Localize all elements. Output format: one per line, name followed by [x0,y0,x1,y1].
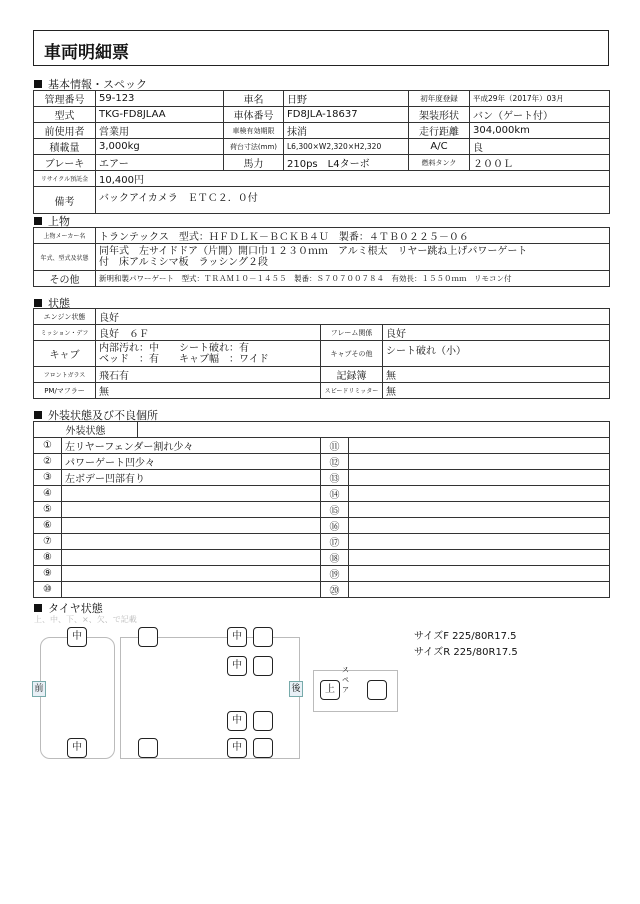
tire-size-front: サイズF 225/80R17.5 [414,631,517,642]
cell-label: ミッション・デフ [34,325,96,341]
front-glass: 飛石有 [96,367,321,383]
table-row [34,502,610,518]
engine-condition: 良好 [96,309,610,325]
table-row [34,309,610,325]
page-title: 車両明細票 [44,43,129,63]
table-row [34,486,610,502]
pm-muffler: 無 [96,383,321,399]
exterior-item [349,438,610,454]
table-row [34,566,610,582]
tire-rear-1-right: 中 [227,711,247,731]
body-table [33,227,610,287]
exterior-num: ⑯ [321,518,349,534]
table-row [34,228,610,244]
tire-hint: 上、中、下、×、欠、で記載 [34,615,137,624]
body-type: バン（ゲート付） [470,107,610,123]
exterior-num: ⑥ [34,518,62,534]
tire-front-left: 中 [67,627,87,647]
exterior-num: ② [34,454,62,470]
exterior-item [62,582,321,598]
tire-front-right: 中 [67,738,87,758]
mileage: 304,000km [470,123,610,139]
inspection-expiry: 抹消 [284,123,409,139]
table-row [34,367,610,383]
cell-label: キャブその他 [321,341,383,367]
table-row [34,244,610,271]
exterior-num: ⑪ [321,438,349,454]
cell-label: 走行距離 [409,123,470,139]
exterior-num: ⑲ [321,566,349,582]
speed-limiter: 無 [383,383,610,399]
cell-label: 車体番号 [224,107,284,123]
table-row [34,454,610,470]
body-maker: トランテックス 型式：ＨＦＤＬＫ－ＢＣＫＢ４Ｕ 製番：４ＴＢ０２２５－０６ [96,228,610,244]
first-registration: 平成29年（2017年）03月 [470,91,610,107]
exterior-item [62,502,321,518]
tire-spare-1: 上 [320,680,340,700]
cell-label: PM/マフラー [34,383,96,399]
remarks: バックアイカメラ ＥＴＣ２．０付 [96,187,610,214]
exterior-item: パワーゲート凹少々 [62,454,321,470]
exterior-item [62,486,321,502]
table-row [34,139,610,155]
exterior-item: 左リヤーフェンダー割れ少々 [62,438,321,454]
section-square-icon [34,299,42,307]
tire-rear-left-outer [138,627,158,647]
cell-label: リサイクル預託金 [34,171,96,187]
cell-label: 初年度登録 [409,91,470,107]
section-exterior-heading: 外装状態及び不良個所 [34,407,158,423]
table-row [34,271,610,287]
front-label: 前 [32,681,46,697]
table-row [34,171,610,187]
frame-condition: 良好 [383,325,610,341]
section-condition-heading: 状態 [34,295,70,311]
exterior-header: 外装状態 [34,422,138,438]
tire-rear-1-left-outer [253,627,273,647]
cell-label: 記録簿 [321,367,383,383]
cell-label: 燃料タンク [409,155,470,171]
record-book: 無 [383,367,610,383]
table-row [34,422,610,438]
load-capacity: 3,000kg [96,139,224,155]
cell-label: 車検有効期限 [224,123,284,139]
cell-label: エンジン状態 [34,309,96,325]
cell-label: 荷台寸法(mm) [224,139,284,155]
model-code: TKG-FD8JLAA [96,107,224,123]
tire-rear-2-right-outer [253,738,273,758]
cell-label: 架装形状 [409,107,470,123]
table-row [34,518,610,534]
section-square-icon [34,217,42,225]
spare-label: スペア [342,666,349,694]
cell-label: 前使用者 [34,123,96,139]
exterior-item [349,518,610,534]
body-spec [96,244,610,271]
exterior-item [349,502,610,518]
exterior-item [349,486,610,502]
recycle-fee: 10,400円 [96,171,610,187]
exterior-num: ⑱ [321,550,349,566]
chassis-number: FD8JLA-18637 [284,107,409,123]
exterior-num: ⑤ [34,502,62,518]
tire-rear-2-right: 中 [227,738,247,758]
cell-label: 馬力 [224,155,284,171]
table-row [34,550,610,566]
rear-label: 後 [289,681,303,697]
section-tire-heading: タイヤ状態 [34,600,103,616]
title-box [33,30,609,66]
tire-rear-1-left: 中 [227,627,247,647]
exterior-num: ⑧ [34,550,62,566]
exterior-num: ⑦ [34,534,62,550]
body-spec-line: 付 床アルミシマ板 ラッシング２段 [99,257,268,268]
cell-label: スピードリミッター [321,383,383,399]
tire-rear-2-left-outer [253,656,273,676]
table-row [34,325,610,341]
section-body-heading: 上物 [34,213,70,229]
exterior-num: ⑳ [321,582,349,598]
cell-label: 上物メーカー名 [34,228,96,244]
exterior-num: ④ [34,486,62,502]
table-row [34,341,610,367]
section-square-icon [34,604,42,612]
management-number: 59-123 [96,91,224,107]
exterior-num: ⑰ [321,534,349,550]
cell-label: フロントガラス [34,367,96,383]
table-row [34,91,610,107]
exterior-item [62,518,321,534]
table-row [34,155,610,171]
cargo-dimensions: L6,300×W2,320×H2,320 [284,139,409,155]
tire-rear-right-outer [138,738,158,758]
table-row [34,123,610,139]
exterior-item [62,534,321,550]
cell-label: 型式 [34,107,96,123]
exterior-num: ⑬ [321,470,349,486]
tire-size-rear: サイズR 225/80R17.5 [414,647,518,658]
cell-label: A/C [409,139,470,155]
cab-condition [96,341,321,367]
table-row [34,470,610,486]
exterior-num: ⑫ [321,454,349,470]
body-other: 新明和製パワーゲート 型式：ＴＲＡＭ１０－１４５５ 製番：Ｓ７０７００７８４ 有効長：１５５０ｍｍ リモコン付 [96,271,610,287]
exterior-num: ⑮ [321,502,349,518]
exterior-num: ① [34,438,62,454]
exterior-item [349,550,610,566]
mission-condition: 良好 ６Ｆ [96,325,321,341]
table-row [34,187,610,214]
section-square-icon [34,411,42,419]
cell-label: 年式、型式及状態 [34,244,96,271]
cell-label: 積載量 [34,139,96,155]
cell-label: 管理番号 [34,91,96,107]
exterior-item [349,470,610,486]
table-row [34,438,610,454]
exterior-table [33,421,610,598]
condition-table [33,308,610,399]
vehicle-name: 日野 [284,91,409,107]
brake: エアー [96,155,224,171]
exterior-num: ⑭ [321,486,349,502]
fuel-tank: ２００Ｌ [470,155,610,171]
exterior-num: ⑩ [34,582,62,598]
cell-label: フレーム関係 [321,325,383,341]
exterior-item [349,582,610,598]
table-row [34,582,610,598]
exterior-item [62,566,321,582]
cell-label: 車名 [224,91,284,107]
body-spec-line: 同年式 左サイドドア（片開）開口巾１２３０ｍｍ アルミ根太 リヤー跳ね上げパワーゲート [99,246,528,257]
exterior-item [349,454,610,470]
previous-user: 営業用 [96,123,224,139]
table-row [34,534,610,550]
tire-rear-1-right-outer [253,711,273,731]
exterior-item: 左ボデー凹部有り [62,470,321,486]
table-row [34,383,610,399]
tire-rear-2-left: 中 [227,656,247,676]
basic-spec-table [33,90,610,214]
cab-line: ベッド ：有 キャブ幅 ：ワイド [99,353,269,365]
exterior-item [62,550,321,566]
section-square-icon [34,80,42,88]
cell-label: その他 [34,271,96,287]
table-row [34,107,610,123]
exterior-item [349,566,610,582]
air-conditioner: 良 [470,139,610,155]
cab-line: 内部汚れ：中 シート破れ：有 [99,342,249,354]
tire-spare-2 [367,680,387,700]
cell-label: キャブ [34,341,96,367]
cell-label: 備考 [34,187,96,214]
exterior-num: ③ [34,470,62,486]
section-basic-heading: 基本情報・スペック [34,76,147,92]
exterior-item [349,534,610,550]
cell-label: ブレーキ [34,155,96,171]
cab-other: シート破れ（小） [383,341,610,367]
exterior-num: ⑨ [34,566,62,582]
horsepower: 210ps L4ターボ [284,155,409,171]
